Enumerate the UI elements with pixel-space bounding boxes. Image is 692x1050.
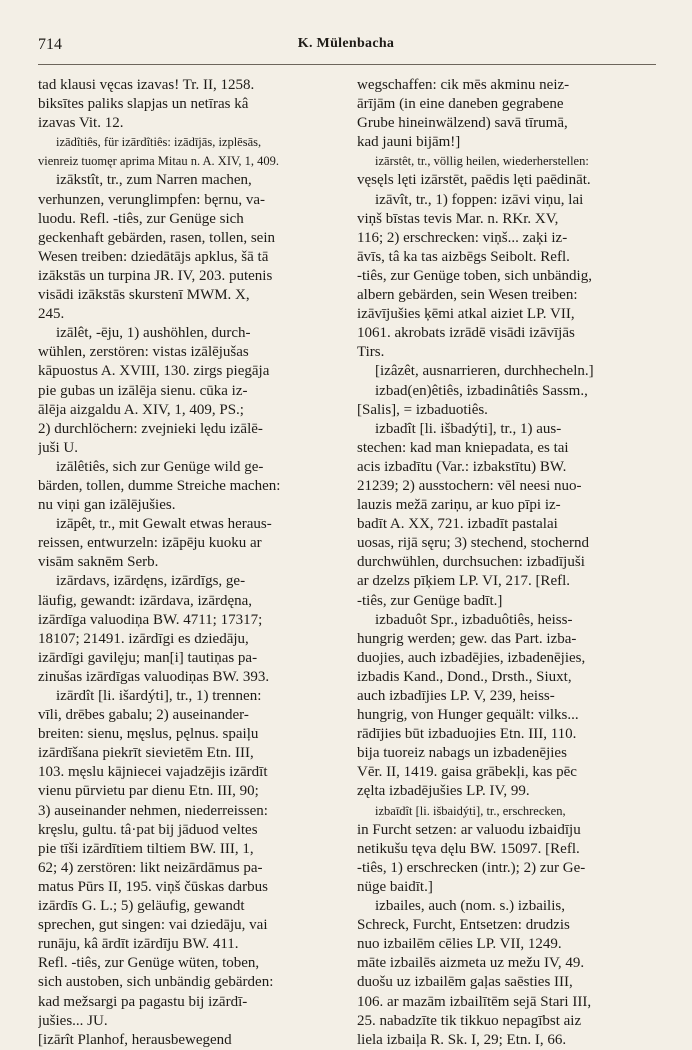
text-line: in Furcht setzen: ar valuodu izbaidīju [357, 821, 581, 838]
text-line: badīt A. XX, 721. izbadīt pastalai [357, 516, 558, 533]
text-line: liela izbaiļa R. Sk. I, 29; Etn. I, 66. [357, 1031, 567, 1048]
text-line: wegschaffen: cik mēs akminu neiz- [357, 77, 570, 93]
text-line: läufig, gewandt: izārdava, izārdęna, [38, 592, 253, 609]
text-line: izbaīdît [li. išbaidýti], tr., erschrecken, [375, 803, 566, 818]
text-line: āvīs, tâ ka tas aizbēgs Seibolt. Refl. [357, 248, 570, 265]
text-line: 3) auseinander nehmen, niederreissen: [38, 802, 268, 819]
text-line: vęsęls lęti izārstēt, paēdis lęti paēdināt. [357, 172, 591, 189]
text-line: stechen: kad man kniepadata, es tai [357, 439, 569, 456]
text-line: tad klausi vęcas izavas! Tr. II, 1258. [38, 77, 255, 93]
text-line: acis izbadītu (Var.: izbakstītu) BW. [357, 458, 567, 475]
text-line: juši U. [38, 439, 79, 456]
text-line: nu viņi gan izālējušies. [38, 497, 176, 514]
text-line: [Salis], = izbaduotiês. [357, 401, 488, 418]
running-title: K. Mülenbacha [297, 36, 395, 51]
text-line: auch izbadījies LP. V, 239, heiss- [357, 688, 555, 704]
text-line: ālēja aizgaldu A. XIV, 1, 409, PS.; [38, 401, 244, 418]
text-line: runāju, kâ ārdīt izārdīju BW. 411. [38, 936, 239, 953]
text-line: nüge baidīt.] [357, 878, 433, 895]
text-line: 62; 4) zerstören: likt neizārdāmus pa- [38, 859, 263, 876]
text-line: 25. nabadzīte tik tikkuo nepagībst aiz [357, 1012, 582, 1029]
header-rule [38, 64, 656, 65]
text-line: hungrig werden; gew. das Part. izba- [357, 630, 577, 647]
text-line: visām saknēm Serb. [38, 554, 159, 571]
text-line: biksītes paliks slapjas un netīras kâ [38, 96, 249, 113]
text-line: izāpêt, tr., mit Gewalt etwas heraus- [56, 516, 272, 533]
text-line: albern gebärden, sein Wesen treiben: [357, 287, 578, 304]
text-line: vienu pūrvietu par dienu Etn. III, 90; [38, 783, 259, 800]
text-line: durchwühlen, durchsuchen: izbadījuši [357, 554, 585, 571]
text-line: -tiês, zur Genüge toben, sich unbändig, [357, 267, 592, 284]
text-line: Wesen treiben: dziedātājs apklus, šā tā [38, 248, 269, 265]
text-line: pie tīši izārdītiem tiltiem BW. III, 1, [38, 840, 254, 857]
text-line: sprechen, gut singen: vai dziedāju, vai [38, 917, 268, 934]
page-number: 714 [38, 36, 62, 53]
text-line: Vēr. II, 1419. gaisa grābekļi, kas pēc [357, 764, 577, 781]
text-line: izbailes, auch (nom. s.) izbailis, [375, 898, 565, 915]
text-line: -tiês, 1) erschrecken (intr.); 2) zur Ge- [357, 859, 586, 876]
text-line: sich austoben, sich unbändig gebärden: [38, 974, 274, 991]
text-line: lauzis mežā zariņu, ar kuo pīpi iz- [357, 497, 561, 514]
text-line: nuo izbailēm cēlies LP. VII, 1249. [357, 936, 562, 953]
text-line: hungrig, von Hunger gequält: vilks... [357, 707, 579, 724]
text-line: izbaduôt Spr., izbaduôtiês, heiss- [375, 611, 573, 628]
page-header [38, 36, 654, 58]
text-line: izādîtiês, für izārdîtiês: izādījās, izplēsās, [56, 135, 262, 150]
text-line: izārdīs G. L.; 5) geläufig, gewandt [38, 898, 245, 915]
text-line: duojies, auch izbadējies, izbadenējies, [357, 649, 586, 666]
text-line: izārdavs, izārdęns, izārdīgs, ge- [56, 573, 246, 590]
text-line: vīli, drēbes gabalu; 2) auseinander- [38, 707, 249, 724]
text-line: 106. ar mazām izbailītēm sejā Stari III, [357, 993, 592, 1010]
text-line: -tiês, zur Genüge badīt.] [357, 592, 503, 609]
text-line: māte izbailēs aizmeta uz mežu IV, 49. [357, 955, 585, 972]
text-line: 116; 2) erschrecken: viņš... zaķi iz- [357, 229, 568, 246]
text-line: izārdît [li. išardýti], tr., 1) trennen: [56, 688, 262, 704]
text-line: 21239; 2) ausstochern: vēl neesi nuo- [357, 477, 582, 494]
text-line: ar dzelzs pīķiem LP. VI, 217. [Refl. [357, 573, 571, 590]
text-line: Refl. -tiês, zur Genüge wüten, toben, [38, 955, 260, 972]
text-line: kręslu, gultu. tâ·pat bij jāduod veltes [38, 821, 258, 838]
text-line: Schreck, Furcht, Entsetzen: drudzis [357, 917, 570, 934]
text-line: izārdīšana piekrīt sievietēm Etn. III, [38, 745, 254, 762]
text-line: kad jauni bijām!] [357, 134, 461, 151]
text-line: [izārît Planhof, herausbewegend [38, 1031, 232, 1048]
text-line: Grube hineinwälzend) savā tīrumā, [357, 115, 568, 132]
text-line: izbad(en)êtiês, izbadinâtiês Sassm., [375, 382, 588, 399]
text-line: pie gubas un izālēja sienu. cūka iz- [38, 382, 248, 399]
text-line: rādījies būt izbaduojies Etn. III, 110. [357, 726, 577, 743]
text-line: izārdīga valuodiņa BW. 4711; 17317; [38, 611, 263, 628]
text-line: izālêt, -ēju, 1) aushöhlen, durch- [56, 325, 251, 342]
text-line: izārdīgi gavilęju; man[i] tautiņas pa- [38, 649, 258, 666]
text-line: kad mežsargi pa pagastu bij izārdī- [38, 993, 248, 1010]
text-line: izavas Vit. 12. [38, 115, 124, 132]
text-line: izbadît [li. išbadýti], tr., 1) aus- [375, 420, 562, 437]
text-line: bärden, tollen, dumme Streiche machen: [38, 477, 281, 494]
text-line: ārījām (in eine daneben gegrabene [357, 96, 564, 113]
text-line: izārstêt, tr., völlig heilen, wiederherstellen: [375, 154, 589, 169]
text-line: 245. [38, 306, 65, 323]
text-line: izāvījušies ķēmi atkal aiziet LP. VII, [357, 306, 575, 323]
text-line: verhunzen, verunglimpfen: bęrnu, va- [38, 191, 265, 208]
text-line: 2) durchlöchern: zvejnieki lędu izālē- [38, 420, 263, 437]
text-line: matus Pūrs II, 195. viņš čūskas darbus [38, 878, 268, 895]
text-line: uosas, rijā sęru; 3) stechend, stochernd [357, 535, 590, 552]
text-line: reissen, entwurzeln: izāpēju kuoku ar [38, 535, 262, 552]
text-line: netikušu tęva dęlu BW. 15097. [Refl. [357, 840, 580, 857]
text-line: [izâzêt, ausnarrieren, durchhecheln.] [375, 363, 594, 380]
text-line: breiten: sienu, męslus, pęlnus. spaiļu [38, 726, 259, 743]
text-line: viņš bīstas tevis Mar. n. RKr. XV, [357, 210, 559, 227]
right-column [357, 76, 655, 1050]
text-line: visādi izākstās skurstenī MWM. X, [38, 287, 250, 304]
text-line: luodu. Refl. -tiês, zur Genüge sich [38, 210, 244, 227]
text-line: Tirs. [357, 344, 385, 361]
text-line: vienreiz tuomęr aprima Mitau n. A. XIV, 1, 409. [38, 154, 280, 169]
text-line: bija tuoreiz nabags un izbadenējies [357, 745, 567, 762]
text-line: izākstās un turpina JR. IV, 203. putenis [38, 267, 273, 284]
text-line: geckenhaft gebärden, rasen, tollen, sein [38, 229, 275, 246]
text-line: zęlta izbadējušies LP. IV, 99. [357, 783, 530, 800]
text-line: kāpuostus A. XVIII, 130. zirgs piegāja [38, 363, 270, 380]
text-line: duošu uz izbailēm gaļas saēsties III, [357, 974, 573, 991]
text-line: izākstît, tr., zum Narren machen, [56, 172, 252, 189]
text-line: izāvît, tr., 1) foppen: izāvi viņu, lai [375, 191, 584, 208]
text-line: 103. męslu kājniecei vajadzējis izārdīt [38, 764, 268, 781]
text-line: 1061. akrobats izrādē visādi izāvījās [357, 325, 575, 342]
text-line: wühlen, zerstören: vistas izālējušas [38, 344, 249, 361]
text-line: 18107; 21491. izārdīgi es dziedāju, [38, 630, 249, 647]
text-line: jušies... JU. [38, 1012, 108, 1029]
text-line: zinušas izārdīgas valuodiņas BW. 393. [38, 668, 270, 685]
text-line: izbadis Kand., Dond., Drsth., Siuxt, [357, 668, 572, 685]
left-column [38, 76, 336, 1050]
text-line: izālêtiês, sich zur Genüge wild ge- [56, 458, 264, 475]
